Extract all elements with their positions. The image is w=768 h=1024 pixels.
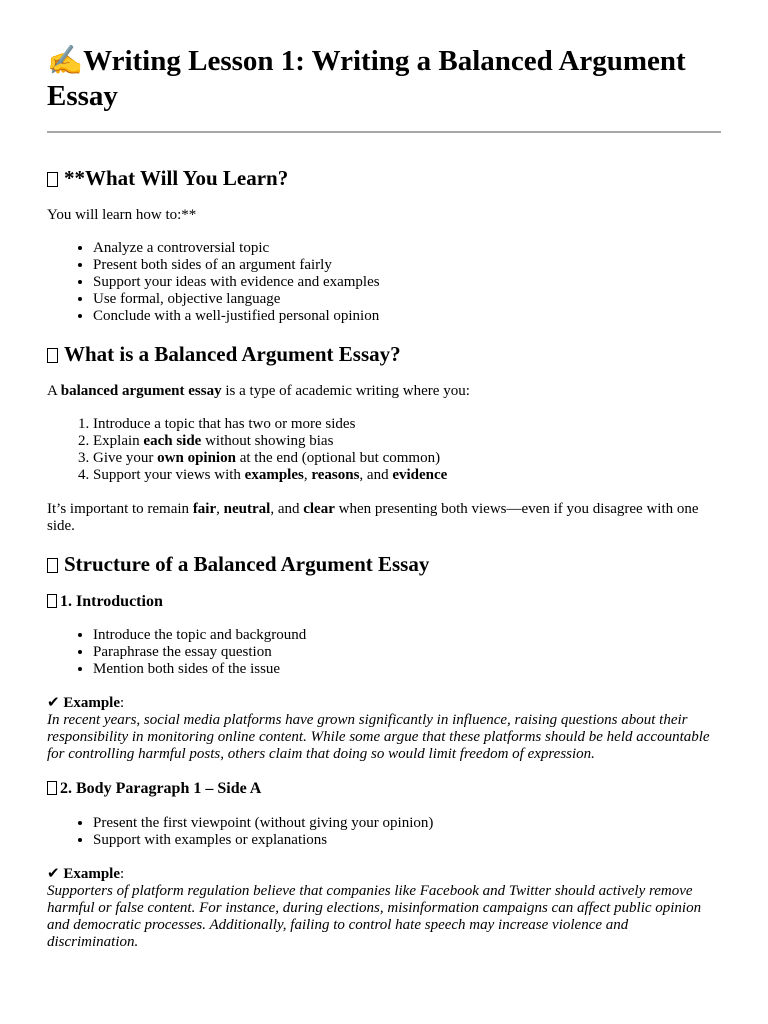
- body-paragraph-1-list: [47, 815, 721, 849]
- text-run: It’s important to remain: [47, 501, 193, 517]
- body-paragraph-1-heading-text: 2. Body Paragraph 1 – Side A: [60, 780, 262, 797]
- learn-heading: [47, 166, 721, 190]
- bold-term: clear: [303, 501, 335, 517]
- list-item: • Mention both sides of the issue: [93, 661, 721, 678]
- list-item: [93, 450, 721, 467]
- list-item: • Support with examples or explanations: [93, 832, 721, 849]
- text-run: :: [120, 866, 125, 882]
- structure-heading: [47, 552, 721, 576]
- bold-term: evidence: [392, 467, 448, 483]
- bold-term: each side: [143, 433, 202, 449]
- text-run: Support your views with: [93, 467, 245, 483]
- bold-term: reasons: [311, 467, 360, 483]
- list-item: • Analyze a controversial topic: [93, 240, 721, 257]
- text-run: without showing bias: [201, 433, 334, 449]
- list-item: [93, 433, 721, 450]
- text-run: :: [120, 695, 125, 711]
- list-item: • Conclude with a well-justified personal opinion: [93, 308, 721, 325]
- body-paragraph-1-example: [47, 866, 721, 951]
- introduction-heading: [47, 593, 721, 611]
- page-title: [47, 0, 721, 114]
- introduction-heading-text: 1. Introduction: [60, 593, 163, 610]
- list-item: • Support your ideas with evidence and examples: [93, 274, 721, 291]
- text-run: , and: [359, 467, 393, 483]
- list-item: • Paraphrase the essay question: [93, 644, 721, 661]
- introduction-list: [47, 627, 721, 678]
- bold-term: balanced argument essay: [60, 383, 222, 399]
- bold-term: neutral: [223, 501, 271, 517]
- list-item: [93, 467, 721, 484]
- text-run: , and: [270, 501, 304, 517]
- definition-note: [47, 501, 721, 535]
- list-item: • Introduce the topic and background: [93, 627, 721, 644]
- writing-hand-icon: ✍: [47, 45, 84, 77]
- text-run: at the end (optional but common): [235, 450, 441, 466]
- example-label: Example: [63, 866, 120, 882]
- example-text: Supporters of platform regulation believe that companies like Facebook and Twitter should actively remove harmful or false content. For instance, during elections, misinformation campaigns can affect public opinion and democratic processes. Additionally, failing to control hate speech may increase violence and discrimination.: [47, 883, 702, 950]
- list-item: • Present both sides of an argument fairly: [93, 257, 721, 274]
- missing-glyph-icon: [47, 172, 58, 187]
- introduction-example: [47, 695, 721, 763]
- body-paragraph-1-heading: [47, 780, 721, 798]
- example-text: In recent years, social media platforms have grown significantly in influence, raising questions about their responsibility in monitoring online content. While some argue that these platforms should be held accountable for controlling harmful posts, others claim that doing so would limit freedom of expression.: [47, 712, 710, 762]
- learn-intro: You will learn how to:**: [47, 207, 197, 223]
- list-item: [93, 416, 721, 433]
- text-run: Introduce a topic that has two or more sides: [93, 416, 356, 432]
- text-run: Explain: [93, 433, 144, 449]
- page-title-text: Writing Lesson 1: Writing a Balanced Argument Essay: [47, 45, 686, 112]
- checkmark-icon: ✔: [47, 866, 60, 882]
- learn-heading-text: **What Will You Learn?: [64, 166, 289, 190]
- learn-list: [47, 240, 721, 325]
- text-run: when presenting both views—even if you disagree with one side.: [47, 501, 699, 534]
- example-label: Example: [63, 695, 120, 711]
- definition-heading-text: What is a Balanced Argument Essay?: [64, 342, 401, 366]
- definition-steps: [47, 416, 721, 484]
- text-run: A: [47, 383, 61, 399]
- horizontal-divider: [47, 131, 721, 133]
- structure-heading-text: Structure of a Balanced Argument Essay: [64, 552, 430, 576]
- definition-heading: [47, 342, 721, 366]
- text-run: ,: [216, 501, 224, 517]
- list-item: • Use formal, objective language: [93, 291, 721, 308]
- definition-intro: [47, 383, 721, 400]
- missing-glyph-icon: [47, 558, 58, 573]
- text-run: is a type of academic writing where you:: [221, 383, 470, 399]
- missing-glyph-icon: [47, 781, 57, 795]
- list-item: • Present the first viewpoint (without giving your opinion): [93, 815, 721, 832]
- text-run: ,: [303, 467, 312, 483]
- missing-glyph-icon: [47, 348, 58, 363]
- checkmark-icon: ✔: [47, 695, 60, 711]
- text-run: Give your: [93, 450, 158, 466]
- missing-glyph-icon: [47, 594, 57, 608]
- bold-term: own opinion: [157, 450, 236, 466]
- bold-term: fair: [192, 501, 217, 517]
- bold-term: examples: [244, 467, 304, 483]
